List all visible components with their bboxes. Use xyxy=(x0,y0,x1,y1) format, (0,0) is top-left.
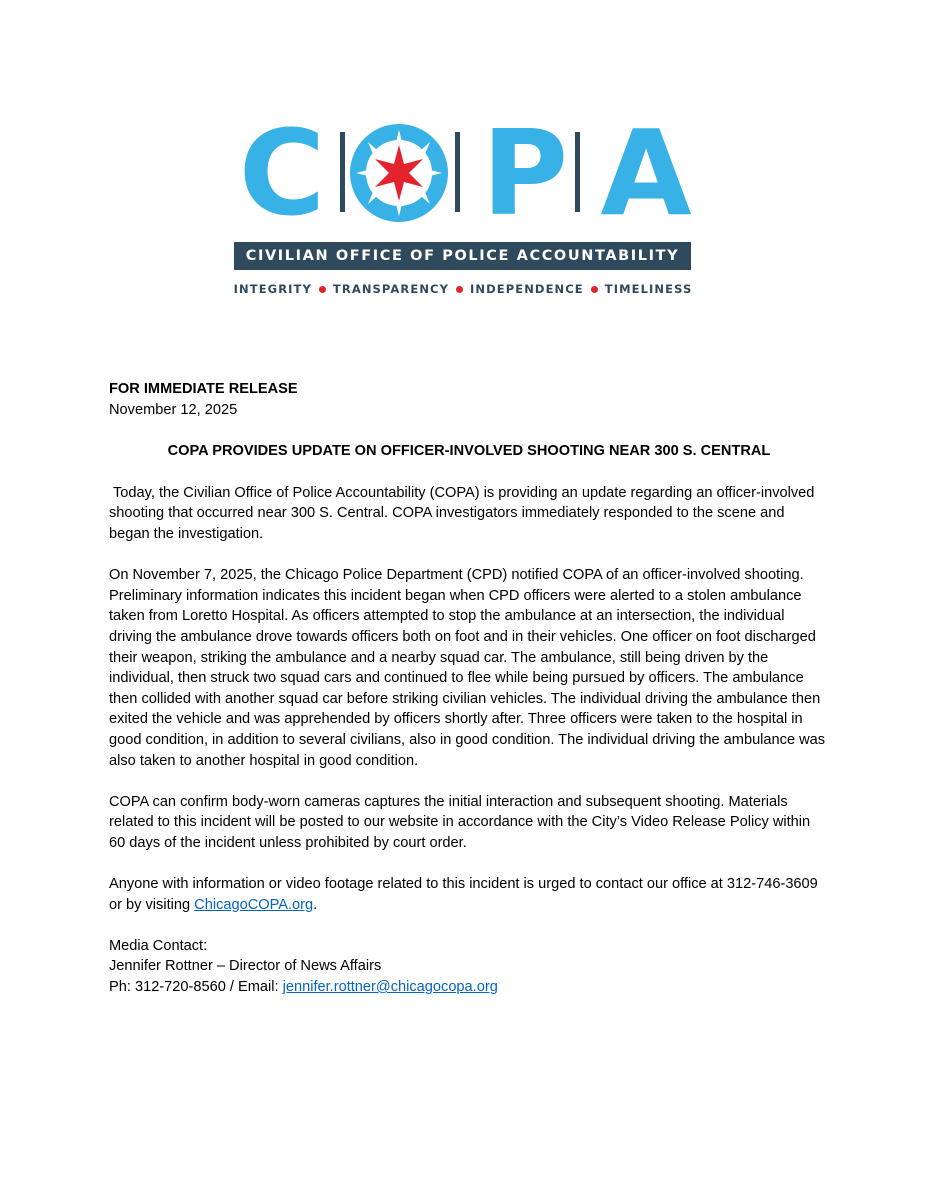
phone-text: Ph: 312-720-8560 / Email: xyxy=(109,979,283,996)
logo-wordmark xyxy=(0,104,927,242)
logo-divider xyxy=(455,132,460,212)
value-integrity: INTEGRITY xyxy=(233,282,312,296)
chicago-star-icon xyxy=(350,118,448,228)
logo-letter-p: P xyxy=(481,104,569,242)
logo-divider xyxy=(340,132,345,212)
release-label: FOR IMMEDIATE RELEASE xyxy=(109,381,298,397)
press-release xyxy=(109,379,829,998)
website-link[interactable]: ChicagoCOPA.org xyxy=(194,896,314,913)
media-contact-details xyxy=(109,977,829,998)
email-link[interactable]: jennifer.rottner@chicagocopa.org xyxy=(282,979,498,996)
logo-banner: CIVILIAN OFFICE OF POLICE ACCOUNTABILITY xyxy=(234,242,691,270)
paragraph-details: On November 7, 2025, the Chicago Police Department (CPD) notified COPA of an officer-involved shooting. Preliminary information indicates this incident began when CPD officers were alerted to a stolen ambulance taken from Loretto Hospital. As officers attempted to stop the ambulance at an intersection, the individual driving the ambulance drove towards officers both on foot and in their vehicles. One officer on foot discharged their weapon, striking the ambulance and a nearby squad car. The ambulance, still being driven by the individual, then struck two squad cars and continued to flee while being pursued by officers. The ambulance then collided with another squad car before striking civilian vehicles. The individual driving the ambulance then exited the vehicle and was apprehended by officers shortly after. Three officers were taken to the hospital in good condition, in addition to several civilians, also in good condition. The individual driving the ambulance was also taken to another hospital in good condition. xyxy=(109,567,826,769)
logo-divider xyxy=(575,132,580,212)
media-contact-name: Jennifer Rottner – Director of News Affairs xyxy=(109,958,382,975)
paragraph-bodycam: COPA can confirm body-worn cameras captures the initial interaction and subsequent shooting. Materials related to this incident will be posted to our website in accordance with the City’s Video Release Policy within 60 days of the incident unless prohibited by court order. xyxy=(109,793,811,851)
logo-letter-a: A xyxy=(600,104,692,242)
contact-suffix: . xyxy=(313,896,318,913)
value-independence: INDEPENDENCE xyxy=(470,282,584,296)
bullet-dot-icon xyxy=(591,286,598,293)
copa-logo xyxy=(0,104,927,308)
bullet-dot-icon xyxy=(319,286,326,293)
logo-values xyxy=(228,280,698,298)
paragraph-intro: Today, the Civilian Office of Police Accountability (COPA) is providing an update regarding an officer-involved shooting that occurred near 300 S. Central. COPA investigators immediately responded to the scene and began the investigation. xyxy=(109,484,815,542)
bullet-dot-icon xyxy=(456,286,463,293)
release-date: November 12, 2025 xyxy=(109,401,238,418)
paragraph-contact xyxy=(109,874,829,915)
logo-letter-c: C xyxy=(238,104,326,242)
media-contact-heading: Media Contact: xyxy=(109,937,208,954)
value-transparency: TRANSPARENCY xyxy=(332,282,450,296)
contact-text: Anyone with information or video footage related to this incident is urged to contact our office at 312-746-3609 or by visiting xyxy=(109,876,818,913)
headline: COPA PROVIDES UPDATE ON OFFICER-INVOLVED SHOOTING NEAR 300 S. CENTRAL xyxy=(167,443,771,460)
value-timeliness: TIMELINESS xyxy=(604,282,693,296)
